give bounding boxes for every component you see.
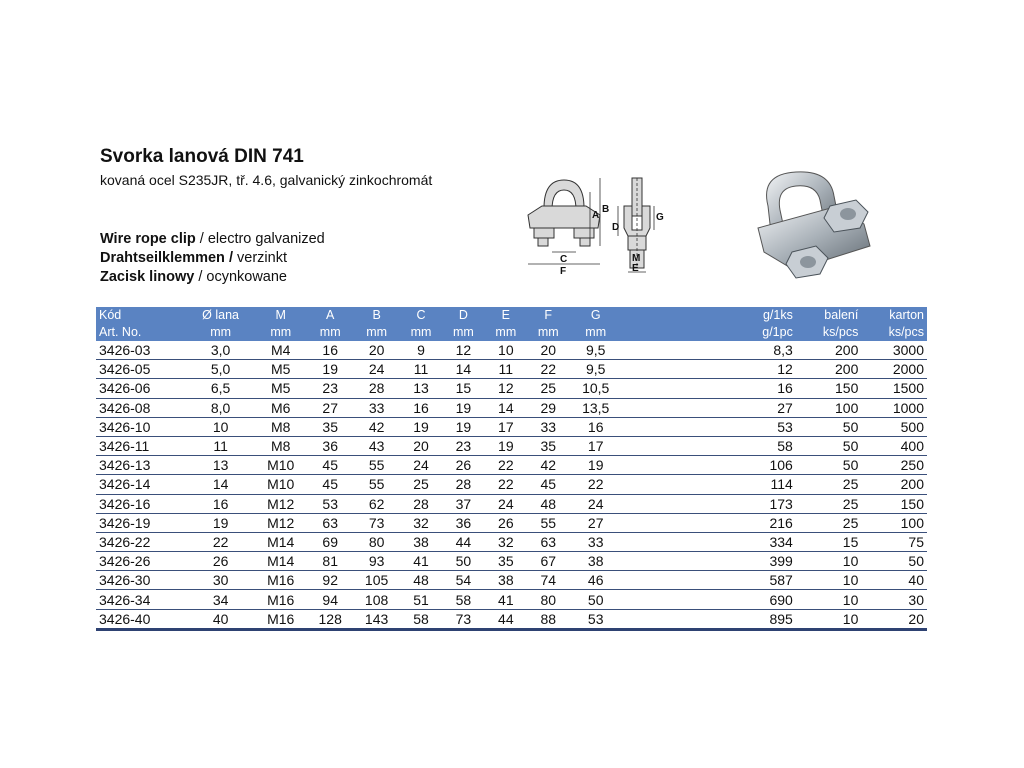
table-cell: 30	[187, 571, 255, 590]
dim-label-C: C	[560, 254, 568, 265]
table-cell: 13	[400, 379, 442, 398]
column-header: D	[442, 307, 484, 324]
table-cell: 58	[442, 590, 484, 609]
table-cell: 3426-10	[96, 417, 187, 436]
table-cell: 50	[442, 552, 484, 571]
table-cell: 10,5	[569, 379, 622, 398]
table-cell: 32	[400, 513, 442, 532]
table-cell: 41	[400, 552, 442, 571]
column-header: karton	[861, 307, 927, 324]
language-name: Zacisk linowy	[100, 269, 195, 285]
table-cell	[622, 513, 738, 532]
table-cell: 33	[569, 532, 622, 551]
table-cell: M16	[254, 609, 307, 629]
table-cell: 3426-16	[96, 494, 187, 513]
table-row	[96, 609, 927, 629]
table-cell: 3000	[861, 341, 927, 360]
table-cell: M16	[254, 590, 307, 609]
table-cell: 3426-26	[96, 552, 187, 571]
table-cell	[622, 417, 738, 436]
table-cell: 2000	[861, 360, 927, 379]
table-cell: 19	[485, 436, 527, 455]
table-cell	[622, 571, 738, 590]
language-desc: / electro galvanized	[195, 231, 325, 247]
language-line-pl	[100, 269, 287, 285]
table-cell: 19	[569, 456, 622, 475]
table-cell: 75	[861, 532, 927, 551]
table-header-row	[96, 324, 927, 341]
table-cell: 67	[527, 552, 569, 571]
table-cell: 128	[307, 609, 353, 629]
table-cell: 42	[353, 417, 399, 436]
table-cell	[622, 341, 738, 360]
table-cell: 69	[307, 532, 353, 551]
table-cell: 14	[442, 360, 484, 379]
table-cell: 48	[400, 571, 442, 590]
table-cell: 19	[187, 513, 255, 532]
table-cell: 74	[527, 571, 569, 590]
column-header: A	[307, 307, 353, 324]
table-cell: 19	[307, 360, 353, 379]
table-cell: 16	[400, 398, 442, 417]
language-name: Wire rope clip	[100, 231, 196, 247]
table-cell: 40	[187, 609, 255, 629]
table-cell: 10	[796, 571, 862, 590]
dim-label-A: A	[592, 210, 600, 221]
table-cell: 88	[527, 609, 569, 629]
table-cell: 23	[442, 436, 484, 455]
column-header: mm	[400, 324, 442, 341]
table-cell: 24	[569, 494, 622, 513]
table-cell: M14	[254, 552, 307, 571]
table-cell: 62	[353, 494, 399, 513]
table-cell: 200	[796, 341, 862, 360]
table-cell: 8,3	[738, 341, 796, 360]
table-cell: 399	[738, 552, 796, 571]
table-row	[96, 513, 927, 532]
column-header	[622, 324, 738, 341]
table-cell: 12	[485, 379, 527, 398]
table-cell: 6,5	[187, 379, 255, 398]
table-cell	[622, 494, 738, 513]
table-cell: 10	[187, 417, 255, 436]
dim-label-D: D	[612, 222, 620, 233]
table-cell	[622, 360, 738, 379]
table-cell: 55	[527, 513, 569, 532]
column-header	[622, 307, 738, 324]
table-cell: 36	[442, 513, 484, 532]
table-cell: 173	[738, 494, 796, 513]
table-cell: 37	[442, 494, 484, 513]
table-cell: 36	[307, 436, 353, 455]
specification-table	[96, 307, 927, 631]
table-cell: 108	[353, 590, 399, 609]
table-cell: 40	[861, 571, 927, 590]
table-cell: 92	[307, 571, 353, 590]
table-cell: 45	[527, 475, 569, 494]
table-cell: 3426-22	[96, 532, 187, 551]
table-cell: 100	[861, 513, 927, 532]
table-cell: 100	[796, 398, 862, 417]
table-row	[96, 436, 927, 455]
table-cell: 5,0	[187, 360, 255, 379]
table-cell: 19	[442, 417, 484, 436]
table-cell: 20	[527, 341, 569, 360]
table-cell: 81	[307, 552, 353, 571]
table-cell: 22	[527, 360, 569, 379]
table-row	[96, 379, 927, 398]
table-cell: 11	[400, 360, 442, 379]
table-cell: 35	[307, 417, 353, 436]
table-cell: 17	[569, 436, 622, 455]
table-cell: 44	[485, 609, 527, 629]
table-cell: 38	[569, 552, 622, 571]
table-cell: 73	[353, 513, 399, 532]
table-cell: 20	[400, 436, 442, 455]
table-cell: 46	[569, 571, 622, 590]
table-cell: M12	[254, 513, 307, 532]
table-cell: 19	[400, 417, 442, 436]
table-cell: 22	[485, 475, 527, 494]
table-cell: 20	[861, 609, 927, 629]
table-cell: 15	[442, 379, 484, 398]
table-cell: 58	[400, 609, 442, 629]
table-row	[96, 456, 927, 475]
column-header: mm	[442, 324, 484, 341]
table-cell: 50	[796, 456, 862, 475]
column-header: mm	[353, 324, 399, 341]
table-cell: 25	[400, 475, 442, 494]
table-row	[96, 398, 927, 417]
table-cell: 35	[527, 436, 569, 455]
table-cell: 30	[861, 590, 927, 609]
dimension-diagram	[520, 170, 680, 280]
table-cell: 3426-14	[96, 475, 187, 494]
table-cell: 200	[796, 360, 862, 379]
table-cell: 16	[738, 379, 796, 398]
table-cell	[622, 590, 738, 609]
table-header-row	[96, 307, 927, 324]
table-cell: 22	[485, 456, 527, 475]
material-subtitle: kovaná ocel S235JR, tř. 4.6, galvanický zinkochromát	[100, 172, 433, 188]
table-cell: 23	[307, 379, 353, 398]
table-cell: 14	[485, 398, 527, 417]
table-cell: M12	[254, 494, 307, 513]
column-header: mm	[254, 324, 307, 341]
language-line-en	[100, 231, 325, 247]
table-cell: 10	[796, 552, 862, 571]
table-cell: 10	[796, 590, 862, 609]
table-cell: M10	[254, 475, 307, 494]
table-cell: 3426-08	[96, 398, 187, 417]
table-cell: 114	[738, 475, 796, 494]
table-cell: 63	[307, 513, 353, 532]
table-cell: 24	[353, 360, 399, 379]
table-cell: 16	[187, 494, 255, 513]
table-cell: 41	[485, 590, 527, 609]
table-cell: 16	[307, 341, 353, 360]
table-cell: 3426-11	[96, 436, 187, 455]
table-cell: 106	[738, 456, 796, 475]
table-cell: 3426-05	[96, 360, 187, 379]
language-line-de	[100, 250, 287, 266]
table-cell: 200	[861, 475, 927, 494]
table-cell: 11	[187, 436, 255, 455]
table-cell: 53	[569, 609, 622, 629]
table-cell: 143	[353, 609, 399, 629]
table-row	[96, 360, 927, 379]
table-cell: M8	[254, 417, 307, 436]
column-header: ks/pcs	[796, 324, 862, 341]
table-row	[96, 475, 927, 494]
table-cell: 43	[353, 436, 399, 455]
table-cell: 93	[353, 552, 399, 571]
table-cell: 29	[527, 398, 569, 417]
table-cell	[622, 552, 738, 571]
table-cell: 35	[485, 552, 527, 571]
column-header: mm	[569, 324, 622, 341]
table-cell: 33	[353, 398, 399, 417]
table-cell: 690	[738, 590, 796, 609]
table-cell	[622, 436, 738, 455]
column-header: mm	[527, 324, 569, 341]
table-cell: 54	[442, 571, 484, 590]
table-cell: 19	[442, 398, 484, 417]
table-cell: 9,5	[569, 360, 622, 379]
table-cell: 250	[861, 456, 927, 475]
table-cell: 38	[400, 532, 442, 551]
table-cell: 27	[738, 398, 796, 417]
column-header: M	[254, 307, 307, 324]
table-cell: M5	[254, 360, 307, 379]
dim-label-B: B	[602, 204, 610, 215]
table-row	[96, 532, 927, 551]
table-cell: 3426-34	[96, 590, 187, 609]
table-cell: 63	[527, 532, 569, 551]
table-row	[96, 494, 927, 513]
column-header: mm	[187, 324, 255, 341]
table-cell: 53	[307, 494, 353, 513]
dim-label-M: M	[632, 253, 641, 264]
column-header: mm	[485, 324, 527, 341]
table-cell: 20	[353, 341, 399, 360]
table-cell: 50	[569, 590, 622, 609]
table-cell: M6	[254, 398, 307, 417]
dim-label-G: G	[656, 212, 664, 223]
table-cell: 25	[796, 513, 862, 532]
table-cell: 9	[400, 341, 442, 360]
table-cell: 32	[485, 532, 527, 551]
table-cell: 587	[738, 571, 796, 590]
table-cell: 42	[527, 456, 569, 475]
dim-label-F: F	[560, 266, 567, 277]
table-cell: 13,5	[569, 398, 622, 417]
table-cell: 22	[569, 475, 622, 494]
table-cell	[622, 398, 738, 417]
column-header: g/1pc	[738, 324, 796, 341]
table-cell: 33	[527, 417, 569, 436]
language-desc: verzinkt	[232, 250, 287, 266]
table-cell: 3,0	[187, 341, 255, 360]
table-cell: 14	[187, 475, 255, 494]
table-cell: 150	[796, 379, 862, 398]
table-cell: 216	[738, 513, 796, 532]
table-cell: 3426-06	[96, 379, 187, 398]
table-cell: 17	[485, 417, 527, 436]
table-cell: 15	[796, 532, 862, 551]
table-cell: M14	[254, 532, 307, 551]
table-cell: 13	[187, 456, 255, 475]
table-cell: 55	[353, 475, 399, 494]
table-cell: 53	[738, 417, 796, 436]
table-cell: 26	[485, 513, 527, 532]
table-row	[96, 552, 927, 571]
table-cell: 50	[796, 417, 862, 436]
table-cell: 11	[485, 360, 527, 379]
column-header: G	[569, 307, 622, 324]
table-cell: 80	[353, 532, 399, 551]
table-cell: 22	[187, 532, 255, 551]
table-cell: 8,0	[187, 398, 255, 417]
column-header: B	[353, 307, 399, 324]
table-row	[96, 417, 927, 436]
column-header: g/1ks	[738, 307, 796, 324]
table-cell: 25	[796, 475, 862, 494]
rope-clip-photo	[738, 166, 888, 286]
table-cell: 44	[442, 532, 484, 551]
table-cell: 58	[738, 436, 796, 455]
table-cell: 25	[527, 379, 569, 398]
table-row	[96, 571, 927, 590]
table-cell	[622, 609, 738, 629]
table-cell: 500	[861, 417, 927, 436]
table-cell: 150	[861, 494, 927, 513]
table-cell: 27	[569, 513, 622, 532]
table-cell: 3426-40	[96, 609, 187, 629]
table-cell: M5	[254, 379, 307, 398]
table-cell	[622, 475, 738, 494]
table-cell	[622, 456, 738, 475]
table-cell: M16	[254, 571, 307, 590]
table-cell: 105	[353, 571, 399, 590]
table-cell: 55	[353, 456, 399, 475]
table-cell: M8	[254, 436, 307, 455]
column-header: Kód	[96, 307, 187, 324]
table-cell: 73	[442, 609, 484, 629]
column-header: F	[527, 307, 569, 324]
table-cell: 3426-03	[96, 341, 187, 360]
dim-label-E: E	[632, 263, 639, 274]
table-cell: 34	[187, 590, 255, 609]
column-header: E	[485, 307, 527, 324]
table-cell: 1000	[861, 398, 927, 417]
table-cell: 24	[485, 494, 527, 513]
table-cell: 28	[400, 494, 442, 513]
table-cell: 9,5	[569, 341, 622, 360]
table-cell: M10	[254, 456, 307, 475]
table-cell: 48	[527, 494, 569, 513]
table-cell: 400	[861, 436, 927, 455]
table-cell: 50	[861, 552, 927, 571]
table-cell: 3426-13	[96, 456, 187, 475]
column-header: ks/pcs	[861, 324, 927, 341]
table-row	[96, 590, 927, 609]
table-cell: 27	[307, 398, 353, 417]
table-cell: 3426-19	[96, 513, 187, 532]
table-cell: 24	[400, 456, 442, 475]
table-cell: 80	[527, 590, 569, 609]
column-header: Ø lana	[187, 307, 255, 324]
column-header: C	[400, 307, 442, 324]
table-cell: 28	[353, 379, 399, 398]
table-cell	[622, 532, 738, 551]
page-title: Svorka lanová DIN 741	[100, 146, 304, 167]
table-cell: 12	[442, 341, 484, 360]
table-cell: 16	[569, 417, 622, 436]
table-cell: 28	[442, 475, 484, 494]
table-cell: 895	[738, 609, 796, 629]
language-name: Drahtseilklemmen /	[100, 250, 233, 266]
table-cell: 25	[796, 494, 862, 513]
column-header: balení	[796, 307, 862, 324]
table-cell: 10	[485, 341, 527, 360]
table-cell: 45	[307, 475, 353, 494]
table-cell: 12	[738, 360, 796, 379]
table-cell: 51	[400, 590, 442, 609]
table-cell	[622, 379, 738, 398]
table-cell: 26	[187, 552, 255, 571]
table-cell: M4	[254, 341, 307, 360]
table-cell: 45	[307, 456, 353, 475]
language-desc: / ocynkowane	[194, 269, 287, 285]
table-cell: 94	[307, 590, 353, 609]
table-cell: 3426-30	[96, 571, 187, 590]
column-header: mm	[307, 324, 353, 341]
table-row	[96, 341, 927, 360]
table-cell: 10	[796, 609, 862, 629]
table-cell: 38	[485, 571, 527, 590]
table-cell: 1500	[861, 379, 927, 398]
column-header: Art. No.	[96, 324, 187, 341]
table-cell: 50	[796, 436, 862, 455]
table-cell: 334	[738, 532, 796, 551]
table-cell: 26	[442, 456, 484, 475]
